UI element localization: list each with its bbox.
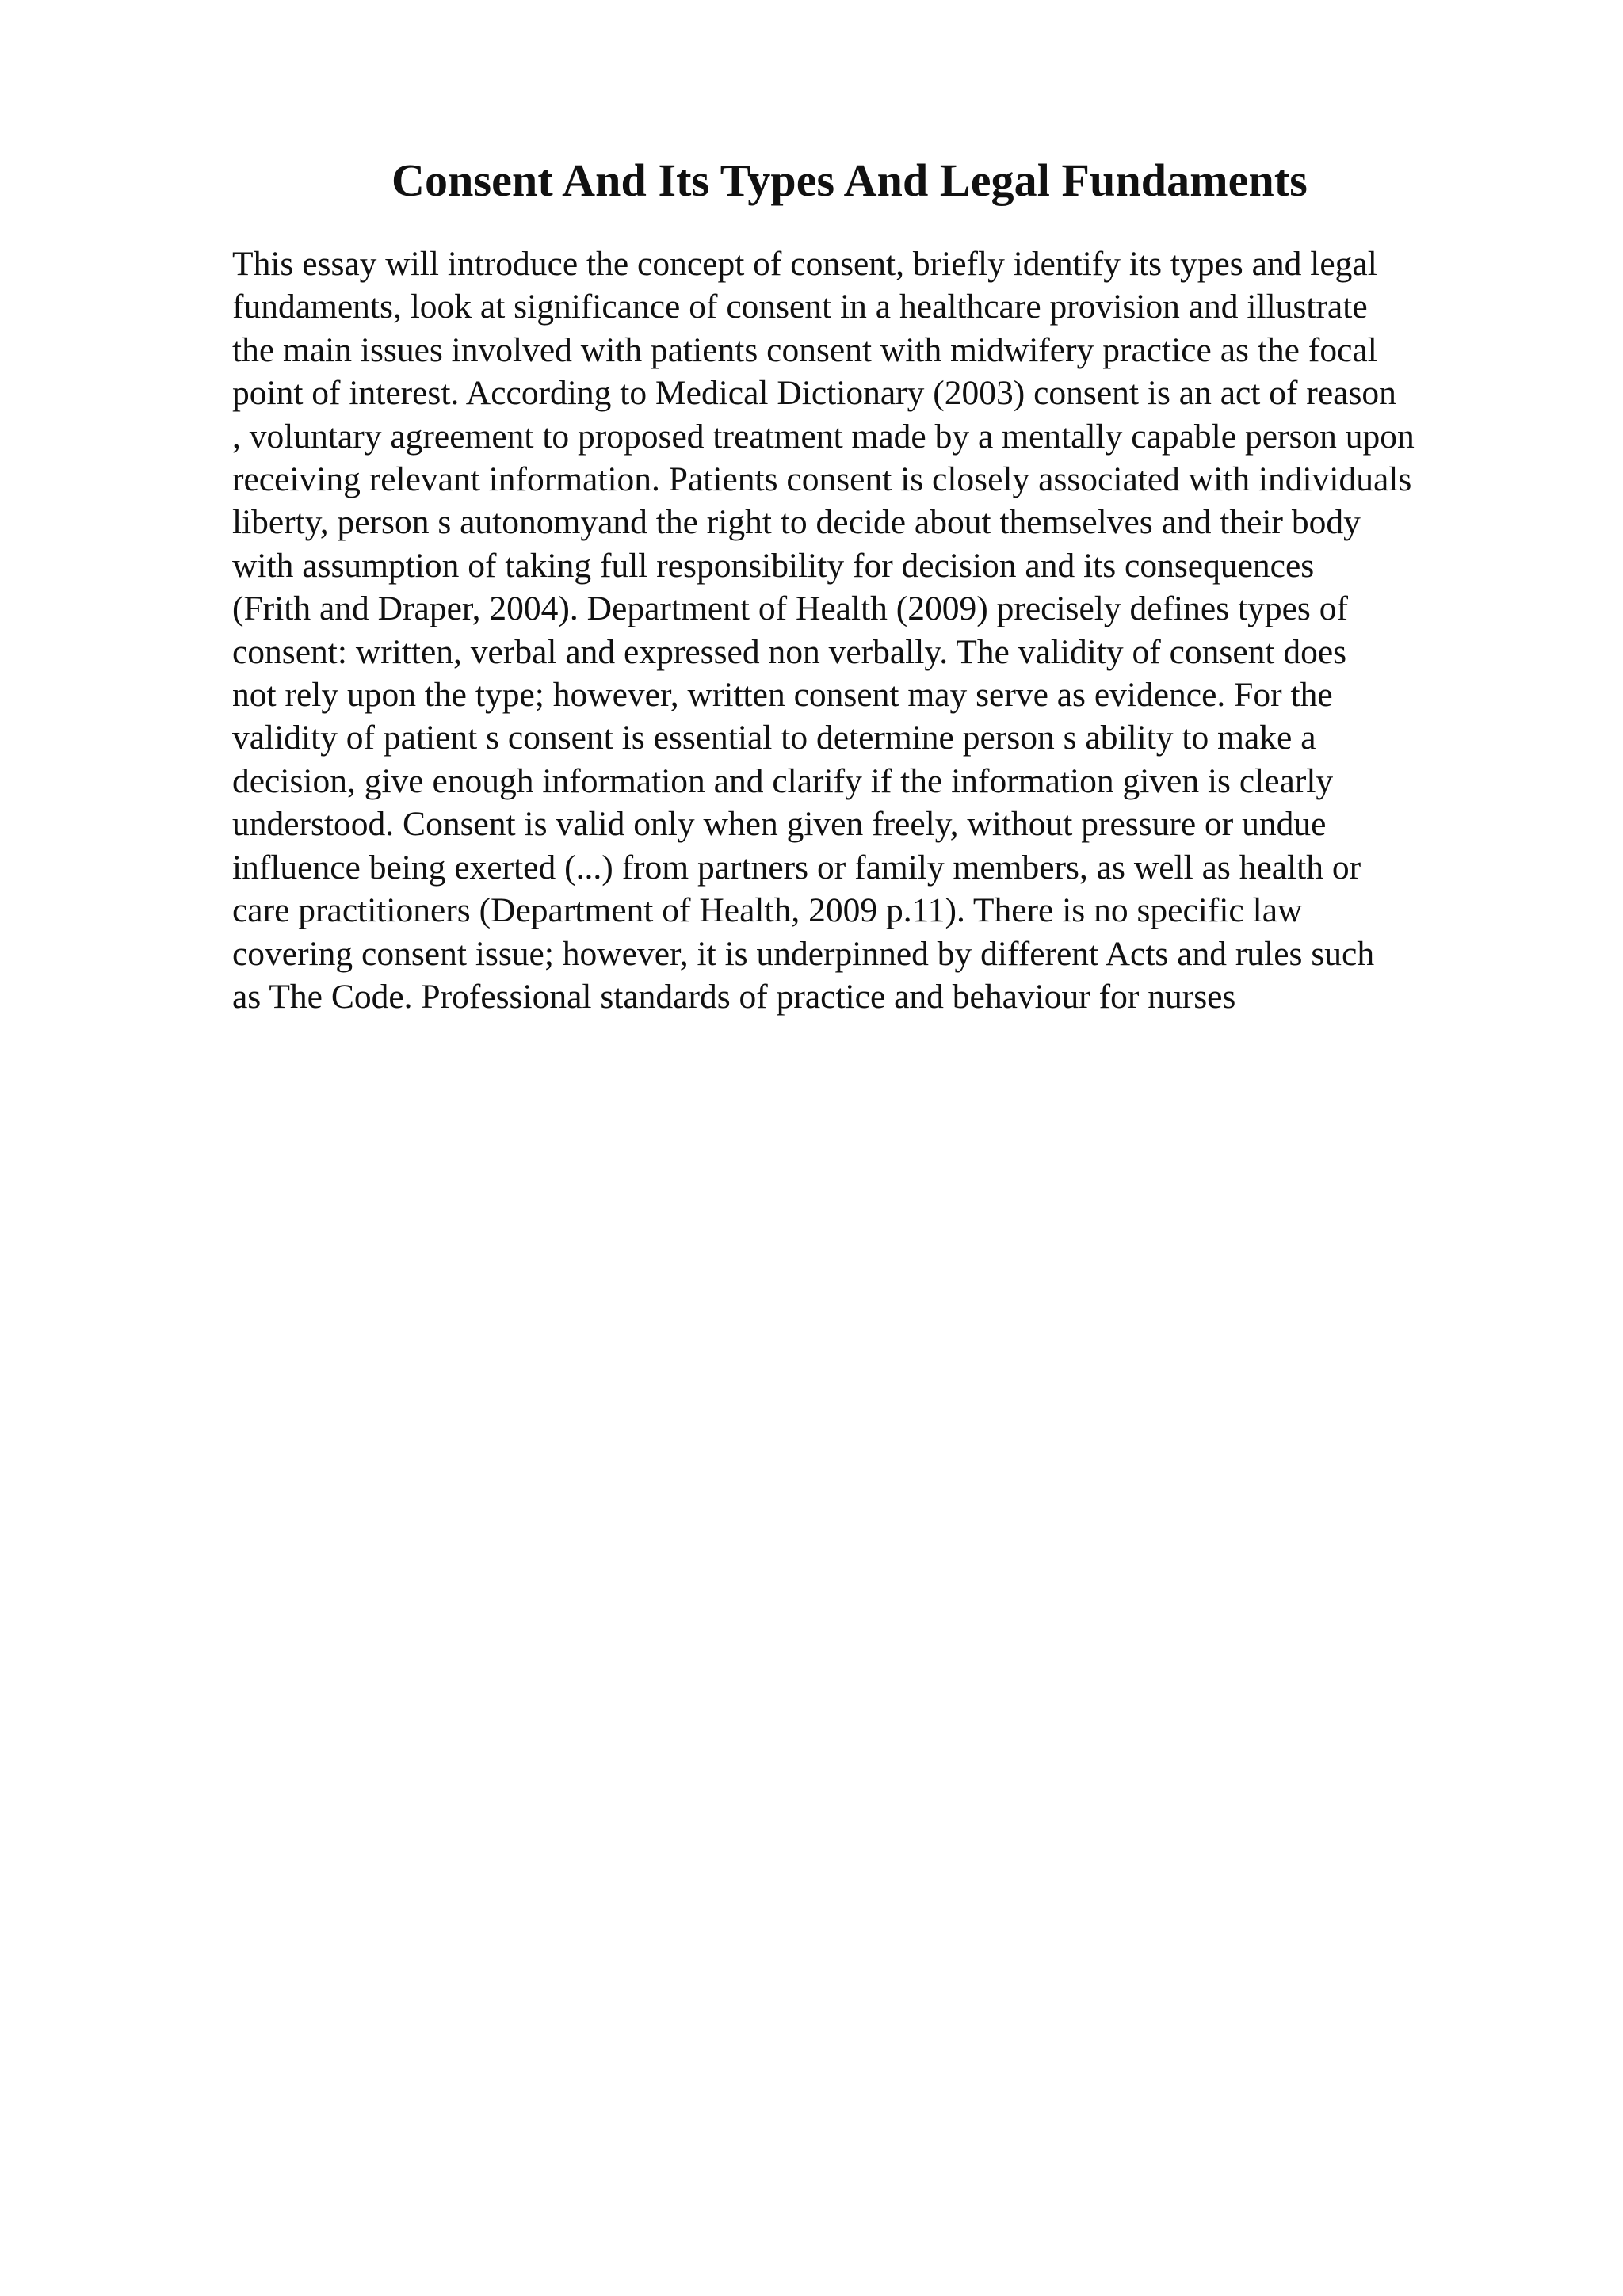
body-line: the main issues involved with patients consent with midwifery practice as the focal (232, 330, 1377, 369)
body-line: as The Code. Professional standards of practice and behaviour for nurses (232, 977, 1236, 1016)
document-body (232, 242, 1540, 1018)
document-title: Consent And Its Types And Legal Fundaments (391, 154, 1308, 206)
body-line: covering consent issue; however, it is underpinned by different Acts and rules such (232, 934, 1375, 973)
body-line: , voluntary agreement to proposed treatment made by a mentally capable person upon (232, 417, 1415, 456)
body-line: consent: written, verbal and expressed non verbally. The validity of consent does (232, 632, 1347, 671)
body-line: fundaments, look at significance of consent in a healthcare provision and illustrate (232, 288, 1368, 326)
body-line: point of interest. According to Medical Dictionary (2003) consent is an act of reason (232, 374, 1396, 413)
body-line: This essay will introduce the concept of consent, briefly identify its types and legal (232, 245, 1377, 283)
body-line: decision, give enough information and clarify if the information given is clearly (232, 761, 1334, 800)
body-line: liberty, person s autonomyand the right to decide about themselves and their body (232, 503, 1361, 542)
body-line: with assumption of taking full responsibility for decision and its consequences (232, 546, 1315, 585)
body-line: not rely upon the type; however, written consent may serve as evidence. For the (232, 676, 1333, 715)
body-line: understood. Consent is valid only when given freely, without pressure or undue (232, 805, 1327, 844)
body-line: influence being exerted (...) from partners or family members, as well as health or (232, 848, 1361, 887)
body-line: (Frith and Draper, 2004). Department of Health (2009) precisely defines types of (232, 589, 1348, 628)
body-line: receiving relevant information. Patients consent is closely associated with individuals (232, 460, 1412, 499)
body-line: care practitioners (Department of Health, 2009 p.11). There is no specific law (232, 891, 1303, 930)
body-line: validity of patient s consent is essential to determine person s ability to make a (232, 719, 1316, 757)
